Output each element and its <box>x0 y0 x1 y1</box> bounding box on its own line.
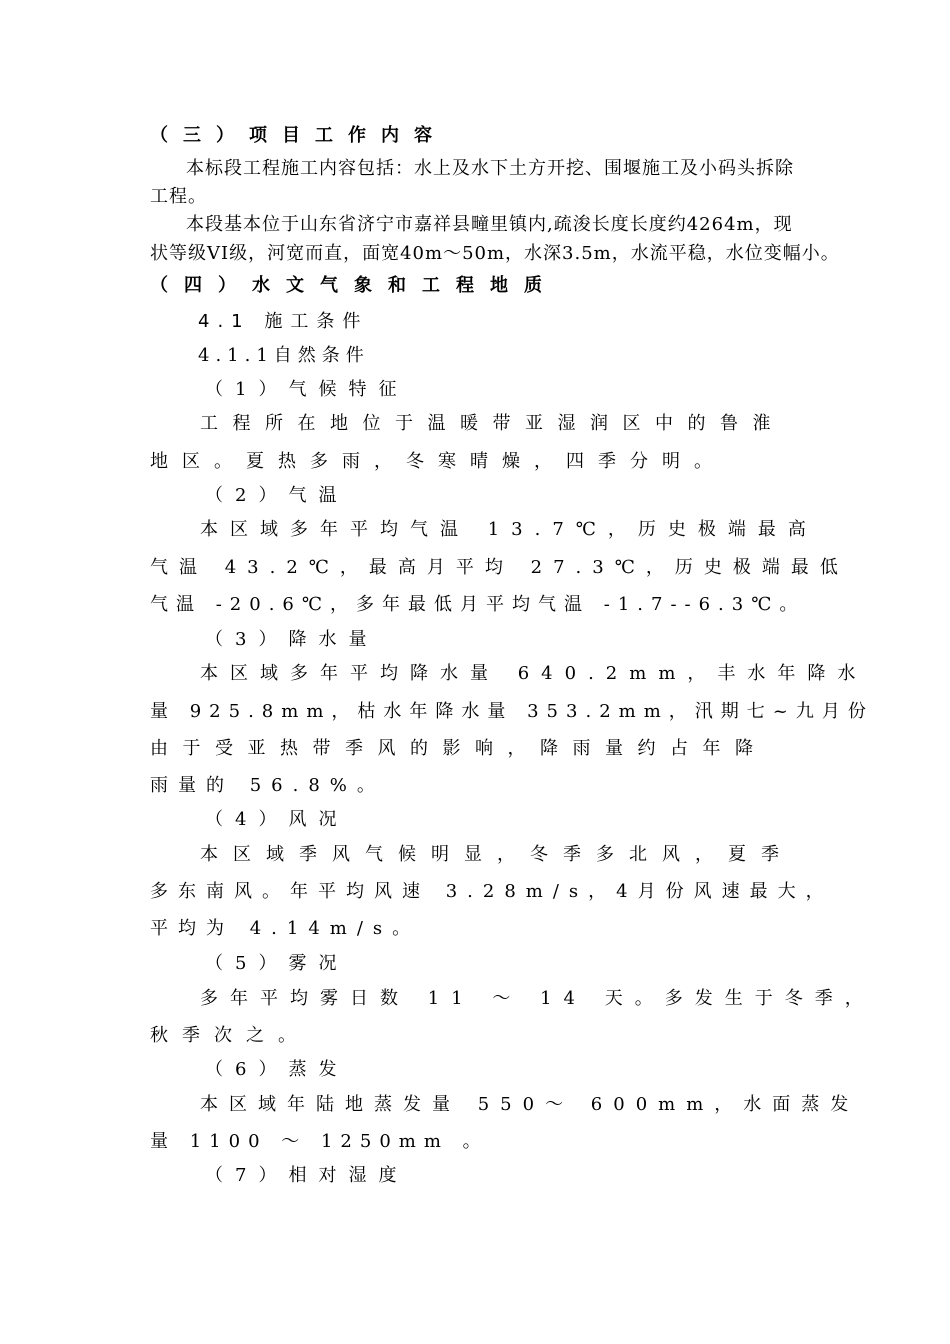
paragraph-line: 工程。 <box>150 186 207 207</box>
climate-line-2: 地区。夏热多雨，冬寒晴燥，四季分明。 <box>150 451 726 472</box>
wind-line-3: 平均为 4.14m/s。 <box>150 918 421 939</box>
item-title-humidity: （7）相对湿度 <box>205 1165 409 1186</box>
section-3-heading: （三）项目工作内容 <box>150 125 447 146</box>
temperature-line-2: 气温 43.2℃，最高月平均 27.3℃，历史极端最低 <box>150 557 849 578</box>
temperature-line-1: 本区域多年平均气温 13.7℃，历史极端最高 <box>200 519 818 540</box>
fog-line-2: 秋季次之。 <box>150 1025 310 1046</box>
section-4-heading: （四）水文气象和工程地质 <box>150 275 558 296</box>
item-title-fog: （5）雾况 <box>205 953 349 974</box>
paragraph-line: 本标段工程施工内容包括：水上及水下土方开挖、围堰施工及小码头拆除 <box>186 158 794 179</box>
evaporation-line-1: 本区域年陆地蒸发量 550～ 600mm，水面蒸发 <box>200 1094 860 1115</box>
precipitation-line-3: 由于受亚热带季风的影响，降雨量约占年降 <box>150 738 768 759</box>
precipitation-line-2: 量 925.8mm，枯水年降水量 353.2mm，汛期七~九月份 <box>150 701 874 722</box>
evaporation-line-2: 量 1100 ～ 1250mm 。 <box>150 1131 489 1152</box>
climate-line-1 <box>200 412 790 436</box>
item-title-precipitation: （3）降水量 <box>205 629 379 650</box>
precipitation-line-1: 本区域多年平均降水量 640.2mm，丰水年降水 <box>200 663 868 684</box>
wind-line-1: 本区域季风气候明显，冬季多北风，夏季 <box>200 844 794 865</box>
subsubsection-heading: 4.1.1自然条件 <box>198 345 370 366</box>
climate-text-1: 工程所在地位于温暖带亚湿润区中的鲁淮 <box>200 413 785 434</box>
item-title-temperature: （2）气温 <box>205 485 349 506</box>
item-title-evaporation: （6）蒸发 <box>205 1059 349 1080</box>
paragraph-line: 本段基本位于山东省济宁市嘉祥县疃里镇内,疏浚长度长度约4264m，现 <box>186 214 793 235</box>
item-title-climate: （1）气候特征 <box>205 379 409 400</box>
fog-line-1: 多年平均雾日数 11 ～ 14 天。多发生于冬季， <box>200 988 875 1009</box>
temperature-line-3: 气温 -20.6℃，多年最低月平均气温 -1.7--6.3℃。 <box>150 594 806 615</box>
wind-line-2: 多东南风。年平均风速 3.28m/s，4月份风速最大， <box>150 881 834 902</box>
precipitation-line-4: 雨量的 56.8%。 <box>150 775 385 796</box>
item-title-wind: （4）风况 <box>205 809 349 830</box>
paragraph-line: 状等级VI级，河宽而直，面宽40m～50m，水深3.5m，水流平稳，水位变幅小。 <box>150 243 840 264</box>
subsection-heading: 4.1 施工条件 <box>198 311 369 332</box>
